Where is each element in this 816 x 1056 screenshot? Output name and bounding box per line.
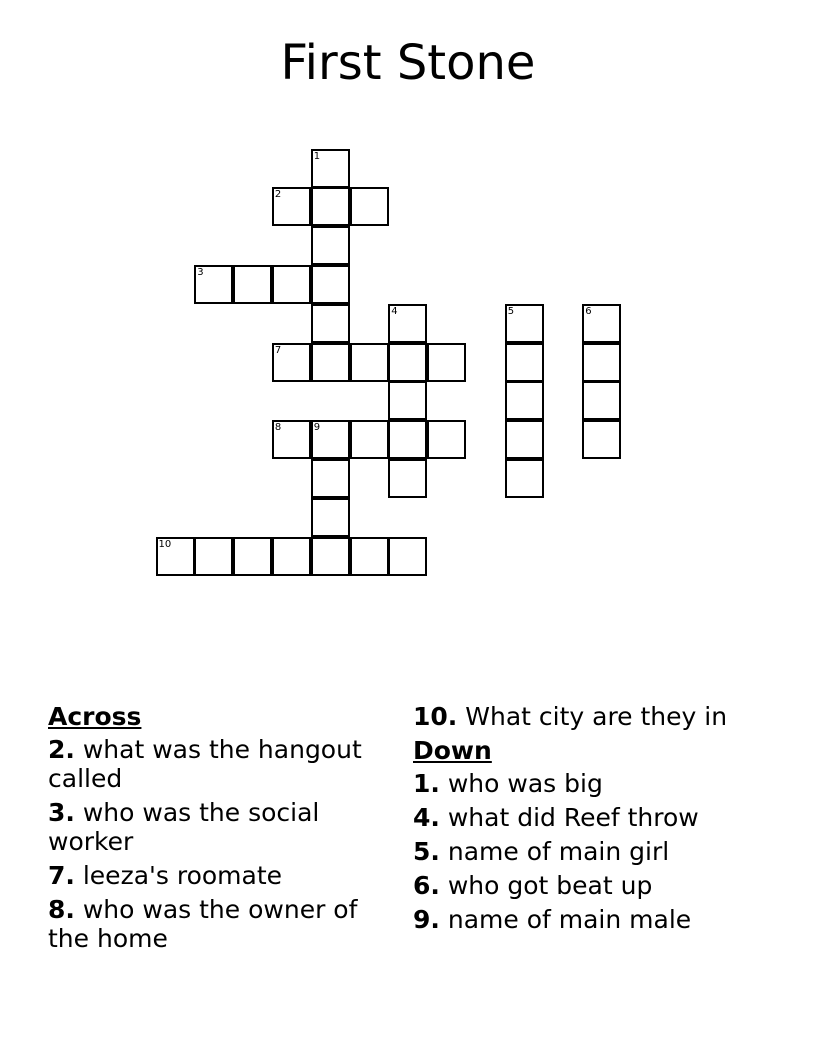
- grid-cell[interactable]: [505, 381, 544, 420]
- grid-cell[interactable]: [388, 459, 427, 498]
- clue-text: name of main girl: [447, 837, 670, 866]
- clue-number: 9.: [413, 905, 440, 934]
- grid-cell[interactable]: [311, 498, 350, 537]
- cell-number: 1: [313, 150, 321, 162]
- grid-cell[interactable]: [233, 265, 272, 304]
- grid-cell[interactable]: [388, 537, 427, 576]
- clue-across-7: [48, 861, 388, 890]
- clue-text: who was the social worker: [48, 798, 320, 856]
- clue-text: who was the owner of the home: [48, 895, 358, 953]
- clue-number: 7.: [48, 861, 75, 890]
- clue-number: 1.: [413, 769, 440, 798]
- down-heading: Down: [413, 736, 492, 765]
- clue-across-2: [48, 735, 388, 793]
- grid-cell[interactable]: [582, 381, 621, 420]
- grid-cell[interactable]: [388, 304, 427, 343]
- cell-number: 10: [158, 538, 172, 550]
- grid-cell[interactable]: [311, 265, 350, 304]
- clue-down-5: [413, 837, 793, 866]
- grid-cell[interactable]: [194, 537, 233, 576]
- page-title: First Stone: [280, 35, 536, 91]
- clue-number: 6.: [413, 871, 440, 900]
- grid-cell[interactable]: [311, 304, 350, 343]
- grid-cell[interactable]: [505, 343, 544, 382]
- clue-text: What city are they in: [465, 702, 728, 731]
- grid-cell[interactable]: [350, 537, 389, 576]
- grid-cell[interactable]: [233, 537, 272, 576]
- cell-number: 7: [274, 344, 282, 356]
- grid-cell[interactable]: [272, 343, 311, 382]
- cell-number: 6: [585, 305, 592, 317]
- clue-text: what did Reef throw: [447, 803, 699, 832]
- grid-cell[interactable]: [350, 420, 389, 459]
- grid-cell[interactable]: [311, 187, 350, 226]
- grid-cell[interactable]: [311, 149, 350, 188]
- grid-cell[interactable]: [582, 343, 621, 382]
- clue-across-8: [48, 895, 388, 953]
- clue-number: 3.: [48, 798, 75, 827]
- clue-down-6: [413, 871, 793, 900]
- clue-number: 4.: [413, 803, 440, 832]
- clue-text: who was big: [447, 769, 603, 798]
- grid-cell[interactable]: [272, 537, 311, 576]
- grid-cell[interactable]: [350, 343, 389, 382]
- grid-cell[interactable]: [194, 265, 233, 304]
- grid-cell[interactable]: [311, 459, 350, 498]
- grid-cell[interactable]: [272, 265, 311, 304]
- cell-number: 8: [274, 422, 282, 434]
- clue-number: 8.: [48, 895, 75, 924]
- clue-across-10: [413, 702, 793, 731]
- grid-cell[interactable]: [427, 343, 466, 382]
- cell-number: 5: [507, 305, 515, 317]
- grid-cell[interactable]: [427, 420, 466, 459]
- grid-cell[interactable]: [350, 187, 389, 226]
- clue-number: 5.: [413, 837, 440, 866]
- grid-cell[interactable]: [505, 304, 544, 343]
- clue-text: name of main male: [447, 905, 692, 934]
- clues-right-column: [413, 702, 793, 939]
- clue-across-3: [48, 798, 388, 856]
- grid-cell[interactable]: [505, 420, 544, 459]
- grid-cell[interactable]: [582, 420, 621, 459]
- clues-left-column: [48, 702, 388, 958]
- grid-cell[interactable]: [311, 420, 350, 459]
- clue-text: leeza's roomate: [82, 861, 283, 890]
- grid-cell[interactable]: [311, 343, 350, 382]
- grid-cell[interactable]: [272, 420, 311, 459]
- cell-number: 4: [391, 305, 398, 317]
- clue-down-1: [413, 769, 793, 798]
- cell-number: 3: [197, 266, 204, 278]
- grid-cell[interactable]: [388, 381, 427, 420]
- clue-down-9: [413, 905, 793, 934]
- cell-number: 9: [313, 422, 321, 434]
- clue-text: what was the hangout called: [48, 735, 362, 793]
- across-heading: Across: [48, 702, 142, 731]
- grid-cell[interactable]: [311, 537, 350, 576]
- grid-cell[interactable]: [388, 420, 427, 459]
- grid-cell[interactable]: [272, 187, 311, 226]
- grid-cell[interactable]: [156, 537, 195, 576]
- grid-cell[interactable]: [505, 459, 544, 498]
- grid-cell[interactable]: [388, 343, 427, 382]
- clue-number: 2.: [48, 735, 75, 764]
- clue-down-4: [413, 803, 793, 832]
- clue-text: who got beat up: [447, 871, 653, 900]
- clue-number: 10.: [413, 702, 458, 731]
- grid-cell[interactable]: [311, 226, 350, 265]
- grid-cell[interactable]: [582, 304, 621, 343]
- cell-number: 2: [274, 189, 282, 201]
